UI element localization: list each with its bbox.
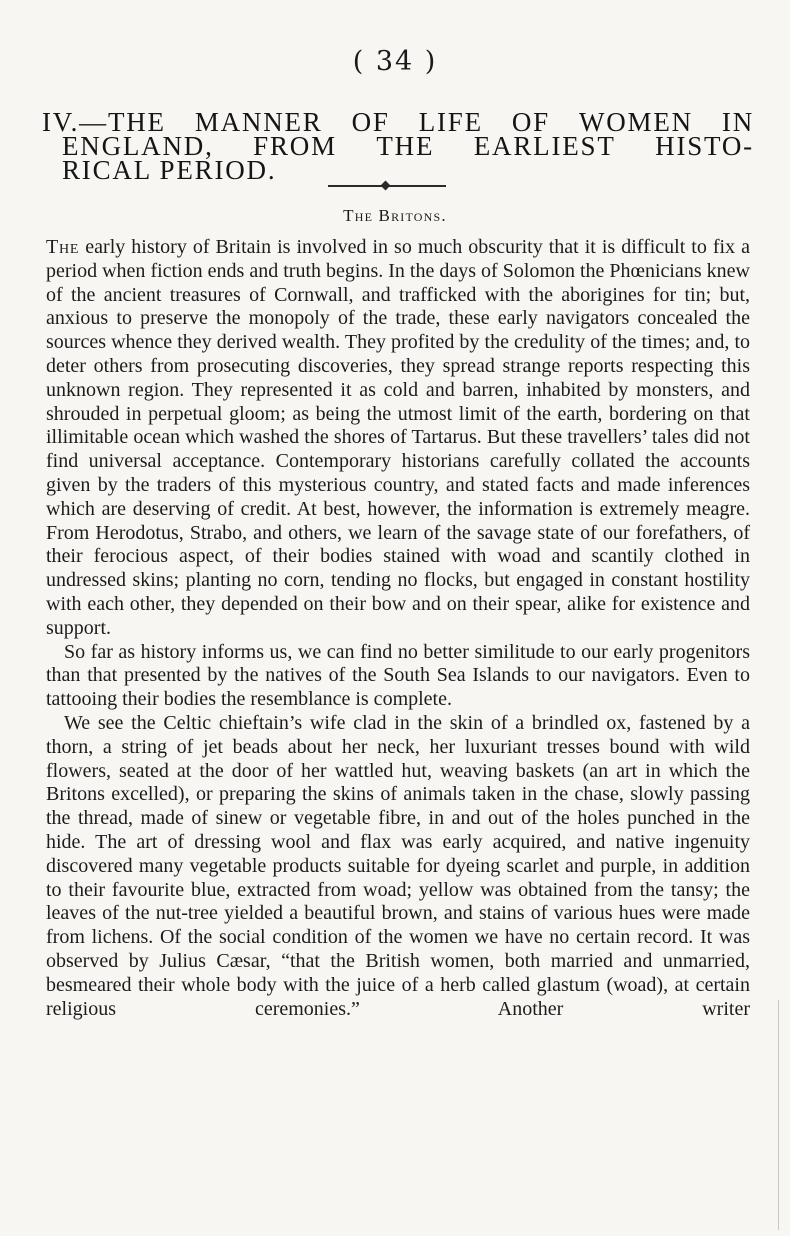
- paragraph-1-lead-word: The: [46, 236, 80, 258]
- chapter-title: [42, 107, 754, 185]
- title-word: IV.—THE: [42, 107, 166, 137]
- paragraph-2: So far as history informs us, we can find no better similitude to our early progenitors than that presented by the natives of the South Sea Islands to our navigators. Even to tattooing their bodies the resemblance is complete.: [46, 640, 750, 711]
- right-margin-mark: [778, 1000, 779, 1230]
- title-word: OF: [351, 107, 390, 137]
- title-word: THE: [376, 131, 435, 161]
- page-number: ( 34 ): [352, 46, 438, 77]
- title-word: MANNER: [194, 107, 323, 137]
- title-word: WOMEN: [578, 107, 693, 137]
- body-text: [46, 236, 750, 1021]
- section-heading: The Britons.: [343, 206, 447, 225]
- title-word: OF: [511, 107, 550, 137]
- paragraph-1: [46, 236, 750, 641]
- paragraph-1-text: early history of Britain is involved in so much obscurity that it is difficult to fix a period when fiction ends and truth begins. In the days of Solomon the Phœnicians knew of the ancient treasures of Cornwall, and trafficked with the aborigines for tin; but, anxious to preserve the monopoly of the trade, these early navigators concealed the sources whence they derived wealth. They profited by the credulity of the times; and, to deter others from prosecuting discoveries, they spread strange reports respecting this unknown region. They represented it as cold and barren, inhabited by monsters, and shrouded in perpetual gloom; as being the utmost limit of the earth, bordering on that illimitable ocean which washed the shores of Tartarus. But these travellers’ tales did not find universal acceptance. Contemporary historians carefully collated the accounts given by the traders of this mysterious country, and stated facts and made inferences which are deserving of credit. At best, however, the information is extremely meagre. From Herodotus, Strabo, and others, we learn of the savage state of our forefathers, of their ferocious aspect, of their bodies stained with woad and scantily clothed in undressed skins; planting no corn, tending no flocks, but engaged in constant hostility with each other, they depended on their bow and on their spear, alike for existence and support.: [46, 236, 750, 639]
- title-word: EARLIEST: [473, 131, 616, 161]
- title-word: ENGLAND,: [62, 131, 214, 161]
- title-word: LIFE: [418, 107, 483, 137]
- title-word: IN: [721, 107, 754, 137]
- title-ornament-rule: [328, 185, 446, 187]
- paragraph-3: We see the Celtic chieftain’s wife clad in the skin of a brindled ox, fastened by a thorn, a string of jet beads about her neck, her luxuriant tresses bound with wild flowers, seated at the door of her wattled hut, weaving baskets (an art in which the Britons excelled), or preparing the skins of animals taken in the chase, slowly passing the thread, made of sinew or vegetable fibre, in and out of the holes punched in the hide. The art of dressing wool and flax was early acquired, and native ingenuity discovered many vegetable products suitable for dyeing scarlet and purple, in addition to their favourite blue, extracted from woad; yellow was obtained from the tansy; the leaves of the nut-tree yielded a beautiful brown, and stains of various hues were made from lichens. Of the social condition of the women we have no certain record. It was observed by Julius Cæsar, “that the British women, both married and unmarried, besmeared their whole body with the juice of a herb called glastum (woad), at certain religious ceremonies.” Another writer: [46, 711, 750, 1020]
- chapter-title-line-3: RICAL PERIOD.: [62, 155, 277, 185]
- title-word: HISTO-: [655, 131, 754, 161]
- title-word: FROM: [253, 131, 337, 161]
